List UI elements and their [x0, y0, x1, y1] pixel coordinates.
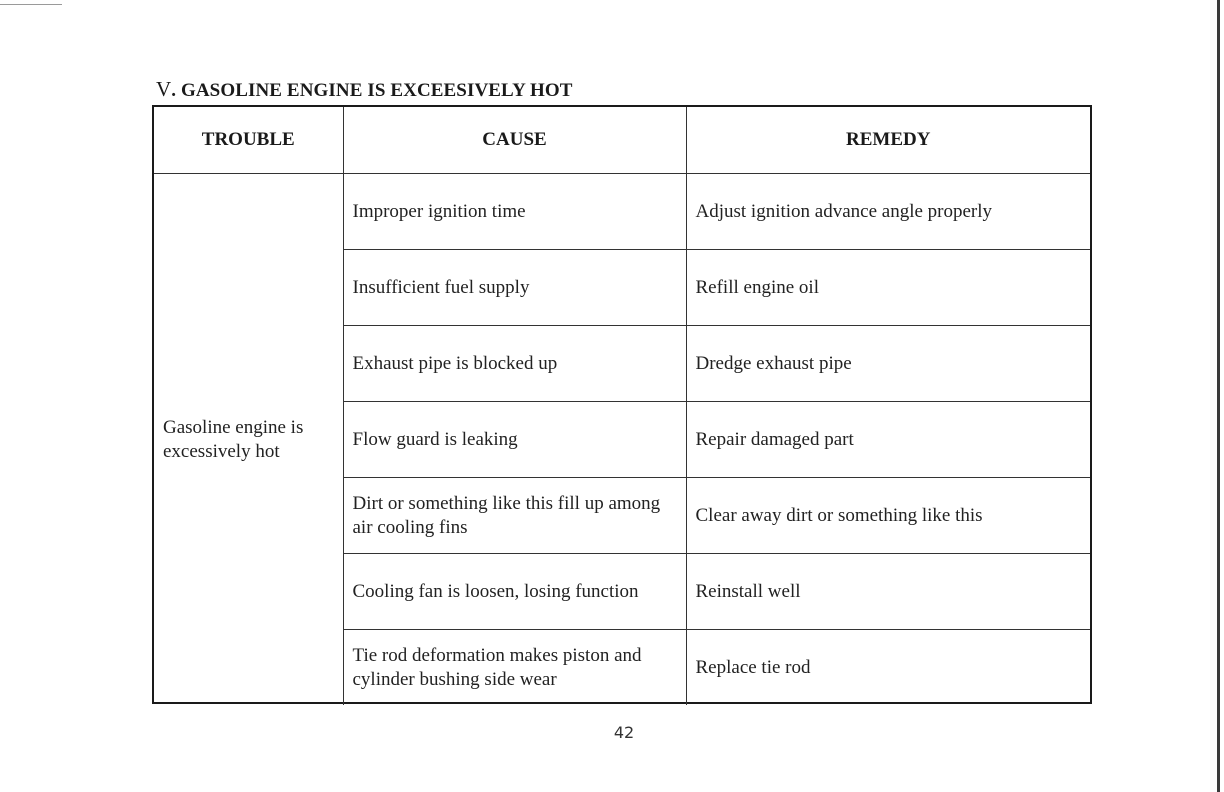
cause-cell: Flow guard is leaking: [343, 402, 686, 478]
remedy-cell: Dredge exhaust pipe: [686, 326, 1090, 402]
cause-cell: Insufficient fuel supply: [343, 250, 686, 326]
scan-artifact-top-line: [0, 4, 62, 5]
header-remedy: REMEDY: [686, 107, 1090, 174]
section-title-text: . GASOLINE ENGINE IS EXCEESIVELY HOT: [171, 80, 573, 101]
troubleshooting-table-frame: [152, 105, 1092, 704]
cause-cell: Improper ignition time: [343, 174, 686, 250]
cause-cell: Tie rod deformation makes piston and cylinder bushing side wear: [343, 630, 686, 706]
table-row: [154, 174, 1090, 250]
header-trouble: TROUBLE: [154, 107, 343, 174]
troubleshooting-table: [154, 107, 1090, 705]
cause-cell: Exhaust pipe is blocked up: [343, 326, 686, 402]
scan-artifact-right-edge: [1217, 0, 1220, 792]
cause-cell: Dirt or something like this fill up among air cooling fins: [343, 478, 686, 554]
cause-cell: Cooling fan is loosen, losing function: [343, 554, 686, 630]
remedy-cell: Clear away dirt or something like this: [686, 478, 1090, 554]
header-cause: CAUSE: [343, 107, 686, 174]
remedy-cell: Replace tie rod: [686, 630, 1090, 706]
table-header-row: [154, 107, 1090, 174]
remedy-cell: Repair damaged part: [686, 402, 1090, 478]
remedy-cell: Reinstall well: [686, 554, 1090, 630]
page-number: 42: [613, 723, 635, 742]
remedy-cell: Refill engine oil: [686, 250, 1090, 326]
section-title: [156, 77, 573, 102]
remedy-cell: Adjust ignition advance angle properly: [686, 174, 1090, 250]
section-numeral: V: [156, 77, 172, 101]
trouble-cell: Gasoline engine is excessively hot: [154, 174, 343, 706]
